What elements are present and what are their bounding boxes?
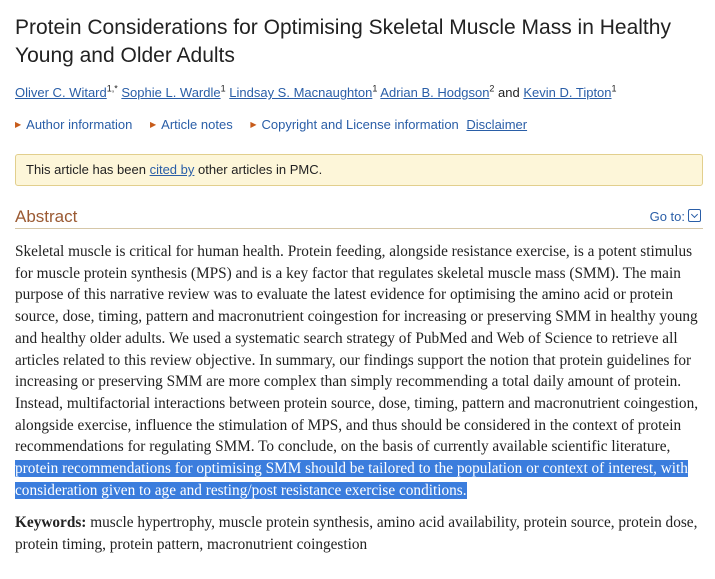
author-affiliation: 2 (489, 83, 495, 94)
keywords-label: Keywords: (15, 514, 87, 532)
author-information-toggle[interactable] (15, 117, 132, 132)
keywords-list: muscle hypertrophy, muscle protein synthesis, amino acid availability, protein source, protein dose, protein timing, protein pattern, macronutrient coingestion (15, 514, 698, 554)
goto-menu[interactable] (650, 209, 701, 225)
abstract-text (15, 241, 705, 501)
article-title: Protein Considerations for Optimising Skeletal Muscle Mass in Healthy Young and Older Adults (15, 16, 671, 67)
article-notes-toggle[interactable] (150, 117, 233, 132)
abstract-selected-text: protein recommendations for optimising SMM should be tailored to the population or context of interest, with consideration given to age and resting/post resistance exercise conditions. (15, 460, 688, 499)
author-affiliation: 1,* (106, 83, 118, 94)
author-affiliation: 1 (611, 83, 617, 94)
triangle-right-icon: ▶ (250, 120, 257, 129)
author-link-wardle[interactable]: Sophie L. Wardle (121, 85, 221, 100)
author-information-label: Author information (26, 117, 133, 132)
author-separator: and (494, 85, 524, 100)
author-link-hodgson[interactable]: Adrian B. Hodgson (380, 85, 490, 100)
copyright-label: Copyright and License information (261, 117, 459, 132)
author-link-tipton[interactable]: Kevin D. Tipton (523, 85, 612, 100)
notice-suffix: other articles in PMC. (194, 162, 323, 177)
triangle-right-icon: ▶ (15, 120, 22, 129)
notice-prefix: This article has been (26, 162, 150, 177)
author-link-macnaughton[interactable]: Lindsay S. Macnaughton (229, 85, 373, 100)
chevron-down-icon[interactable] (688, 209, 701, 222)
author-affiliation: 1 (220, 83, 226, 94)
author-list (15, 85, 705, 101)
author-affiliation: 1 (372, 83, 378, 94)
copyright-toggle[interactable] (250, 117, 458, 132)
article-page (15, 0, 705, 556)
goto-label: Go to: (649, 209, 685, 224)
article-meta-links (15, 117, 705, 133)
abstract-heading: Abstract (15, 207, 78, 226)
abstract-header (15, 206, 703, 229)
cited-by-link[interactable]: cited by (149, 162, 195, 177)
author-link-witard[interactable]: Oliver C. Witard (15, 85, 107, 100)
triangle-right-icon: ▶ (150, 120, 157, 129)
article-notes-label: Article notes (161, 117, 233, 132)
abstract-plain-text: Skeletal muscle is critical for human health. Protein feeding, alongside resistance exercise, is a potent stimulus for muscle protein synthesis (MPS) and is a key factor that regulates skeletal muscle mass (SMM). The main purpose of this narrative review was to evaluate the latest evidence for optimising the amino acid or protein source, dose, timing, pattern and macronutrient coingestion for increasing or preserving SMM in healthy young and healthy older adults. We used a systematic search strategy of PubMed and Web of Science to retrieve all articles related to this review objective. In summary, our findings support the notion that protein guidelines for increasing or preserving SMM are more complex than simply recommending a total daily amount of protein. Instead, multifactorial interactions between protein source, dose, timing, pattern and macronutrient coingestion, alongside exercise, influence the stimulation of MPS, and thus should be considered in the context of protein recommendations for regulating SMM. To conclude, on the basis of currently available scientific literature, (15, 243, 699, 456)
keywords (15, 512, 705, 555)
cited-by-notice (15, 154, 703, 186)
disclaimer-link[interactable]: Disclaimer (466, 117, 528, 132)
